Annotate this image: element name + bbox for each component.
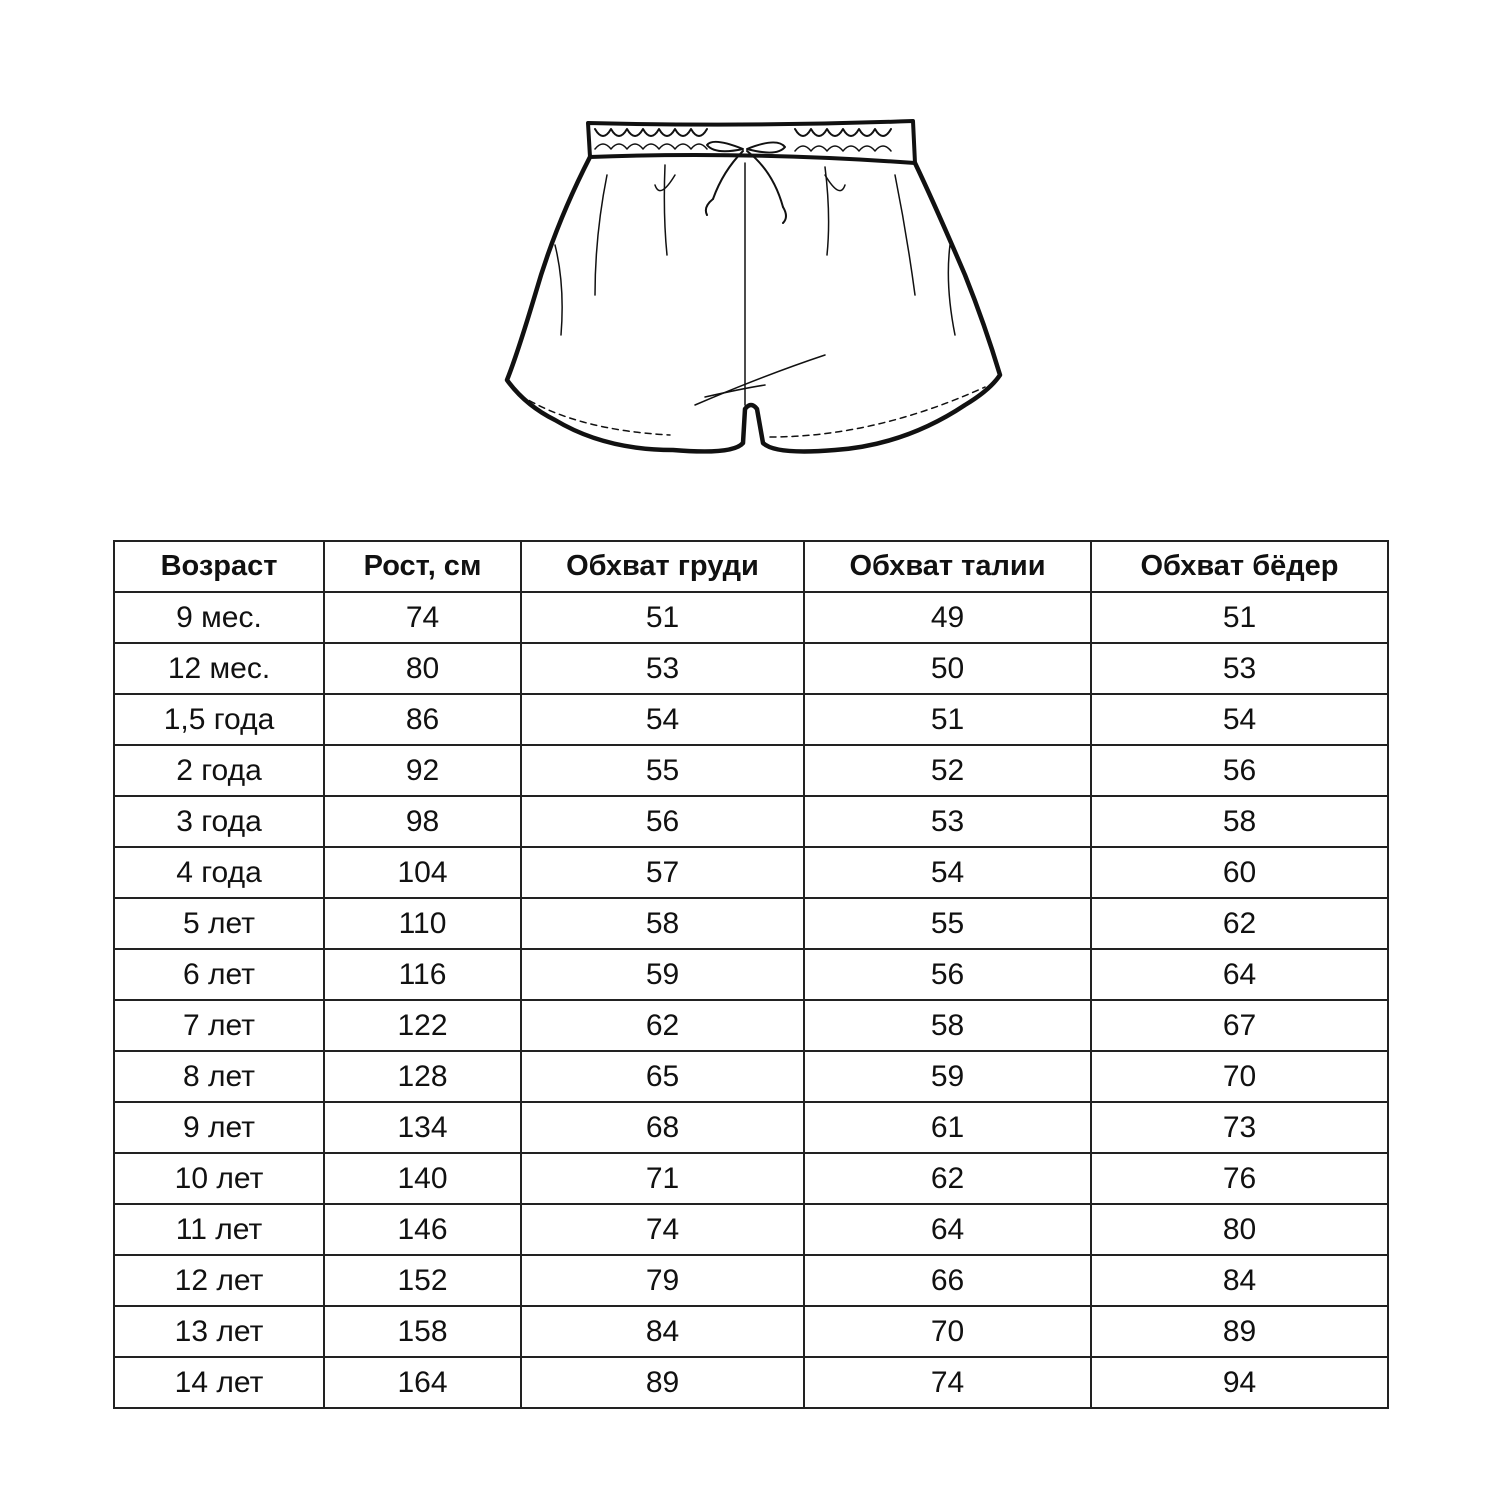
table-row <box>114 745 1388 796</box>
table-row <box>114 898 1388 949</box>
table-row <box>114 1255 1388 1306</box>
table-row <box>114 949 1388 1000</box>
column-header-chest: Обхват груди <box>521 541 804 592</box>
cell-age: 14 лет <box>114 1357 324 1408</box>
cell-waist: 52 <box>804 745 1091 796</box>
cell-chest: 89 <box>521 1357 804 1408</box>
cell-waist: 74 <box>804 1357 1091 1408</box>
cell-age: 6 лет <box>114 949 324 1000</box>
table-header <box>114 541 1388 592</box>
cell-age: 13 лет <box>114 1306 324 1357</box>
cell-height: 152 <box>324 1255 521 1306</box>
table-row <box>114 1204 1388 1255</box>
table-row <box>114 1000 1388 1051</box>
cell-chest: 65 <box>521 1051 804 1102</box>
cell-chest: 56 <box>521 796 804 847</box>
cell-chest: 51 <box>521 592 804 643</box>
cell-age: 9 лет <box>114 1102 324 1153</box>
cell-age: 11 лет <box>114 1204 324 1255</box>
cell-hips: 51 <box>1091 592 1388 643</box>
cell-waist: 53 <box>804 796 1091 847</box>
cell-height: 98 <box>324 796 521 847</box>
cell-age: 10 лет <box>114 1153 324 1204</box>
cell-waist: 59 <box>804 1051 1091 1102</box>
cell-age: 12 мес. <box>114 643 324 694</box>
cell-waist: 61 <box>804 1102 1091 1153</box>
cell-age: 7 лет <box>114 1000 324 1051</box>
cell-waist: 70 <box>804 1306 1091 1357</box>
cell-waist: 50 <box>804 643 1091 694</box>
cell-waist: 56 <box>804 949 1091 1000</box>
column-header-hips: Обхват бёдер <box>1091 541 1388 592</box>
table-row <box>114 694 1388 745</box>
cell-waist: 54 <box>804 847 1091 898</box>
table-row <box>114 592 1388 643</box>
cell-hips: 67 <box>1091 1000 1388 1051</box>
cell-height: 116 <box>324 949 521 1000</box>
cell-height: 158 <box>324 1306 521 1357</box>
cell-height: 134 <box>324 1102 521 1153</box>
cell-age: 8 лет <box>114 1051 324 1102</box>
cell-chest: 54 <box>521 694 804 745</box>
cell-age: 9 мес. <box>114 592 324 643</box>
cell-age: 2 года <box>114 745 324 796</box>
table-row <box>114 796 1388 847</box>
cell-waist: 55 <box>804 898 1091 949</box>
cell-waist: 64 <box>804 1204 1091 1255</box>
cell-hips: 89 <box>1091 1306 1388 1357</box>
header-row <box>114 541 1388 592</box>
cell-chest: 59 <box>521 949 804 1000</box>
cell-hips: 73 <box>1091 1102 1388 1153</box>
cell-chest: 84 <box>521 1306 804 1357</box>
cell-hips: 54 <box>1091 694 1388 745</box>
cell-hips: 53 <box>1091 643 1388 694</box>
cell-waist: 66 <box>804 1255 1091 1306</box>
cell-height: 146 <box>324 1204 521 1255</box>
cell-waist: 62 <box>804 1153 1091 1204</box>
cell-hips: 70 <box>1091 1051 1388 1102</box>
table-row <box>114 1153 1388 1204</box>
cell-age: 3 года <box>114 796 324 847</box>
cell-waist: 51 <box>804 694 1091 745</box>
column-header-waist: Обхват талии <box>804 541 1091 592</box>
cell-chest: 53 <box>521 643 804 694</box>
table-body <box>114 592 1388 1408</box>
cell-chest: 57 <box>521 847 804 898</box>
cell-age: 12 лет <box>114 1255 324 1306</box>
column-header-age: Возраст <box>114 541 324 592</box>
cell-age: 4 года <box>114 847 324 898</box>
cell-chest: 71 <box>521 1153 804 1204</box>
cell-height: 122 <box>324 1000 521 1051</box>
cell-height: 92 <box>324 745 521 796</box>
table-row <box>114 1051 1388 1102</box>
cell-chest: 62 <box>521 1000 804 1051</box>
cell-height: 140 <box>324 1153 521 1204</box>
cell-age: 5 лет <box>114 898 324 949</box>
cell-height: 86 <box>324 694 521 745</box>
cell-height: 74 <box>324 592 521 643</box>
cell-chest: 74 <box>521 1204 804 1255</box>
cell-waist: 58 <box>804 1000 1091 1051</box>
cell-chest: 79 <box>521 1255 804 1306</box>
table-row <box>114 643 1388 694</box>
column-header-height: Рост, см <box>324 541 521 592</box>
cell-hips: 56 <box>1091 745 1388 796</box>
cell-age: 1,5 года <box>114 694 324 745</box>
table-row <box>114 1102 1388 1153</box>
cell-chest: 58 <box>521 898 804 949</box>
cell-hips: 62 <box>1091 898 1388 949</box>
cell-waist: 49 <box>804 592 1091 643</box>
cell-height: 128 <box>324 1051 521 1102</box>
shorts-illustration <box>495 105 1015 475</box>
cell-chest: 55 <box>521 745 804 796</box>
cell-height: 104 <box>324 847 521 898</box>
cell-chest: 68 <box>521 1102 804 1153</box>
cell-height: 164 <box>324 1357 521 1408</box>
cell-height: 110 <box>324 898 521 949</box>
cell-hips: 80 <box>1091 1204 1388 1255</box>
table-row <box>114 1357 1388 1408</box>
cell-hips: 64 <box>1091 949 1388 1000</box>
shorts-icon <box>495 105 1015 475</box>
cell-hips: 76 <box>1091 1153 1388 1204</box>
table-row <box>114 847 1388 898</box>
cell-hips: 94 <box>1091 1357 1388 1408</box>
cell-hips: 60 <box>1091 847 1388 898</box>
cell-hips: 84 <box>1091 1255 1388 1306</box>
cell-height: 80 <box>324 643 521 694</box>
cell-hips: 58 <box>1091 796 1388 847</box>
size-table <box>113 540 1389 1409</box>
table-row <box>114 1306 1388 1357</box>
